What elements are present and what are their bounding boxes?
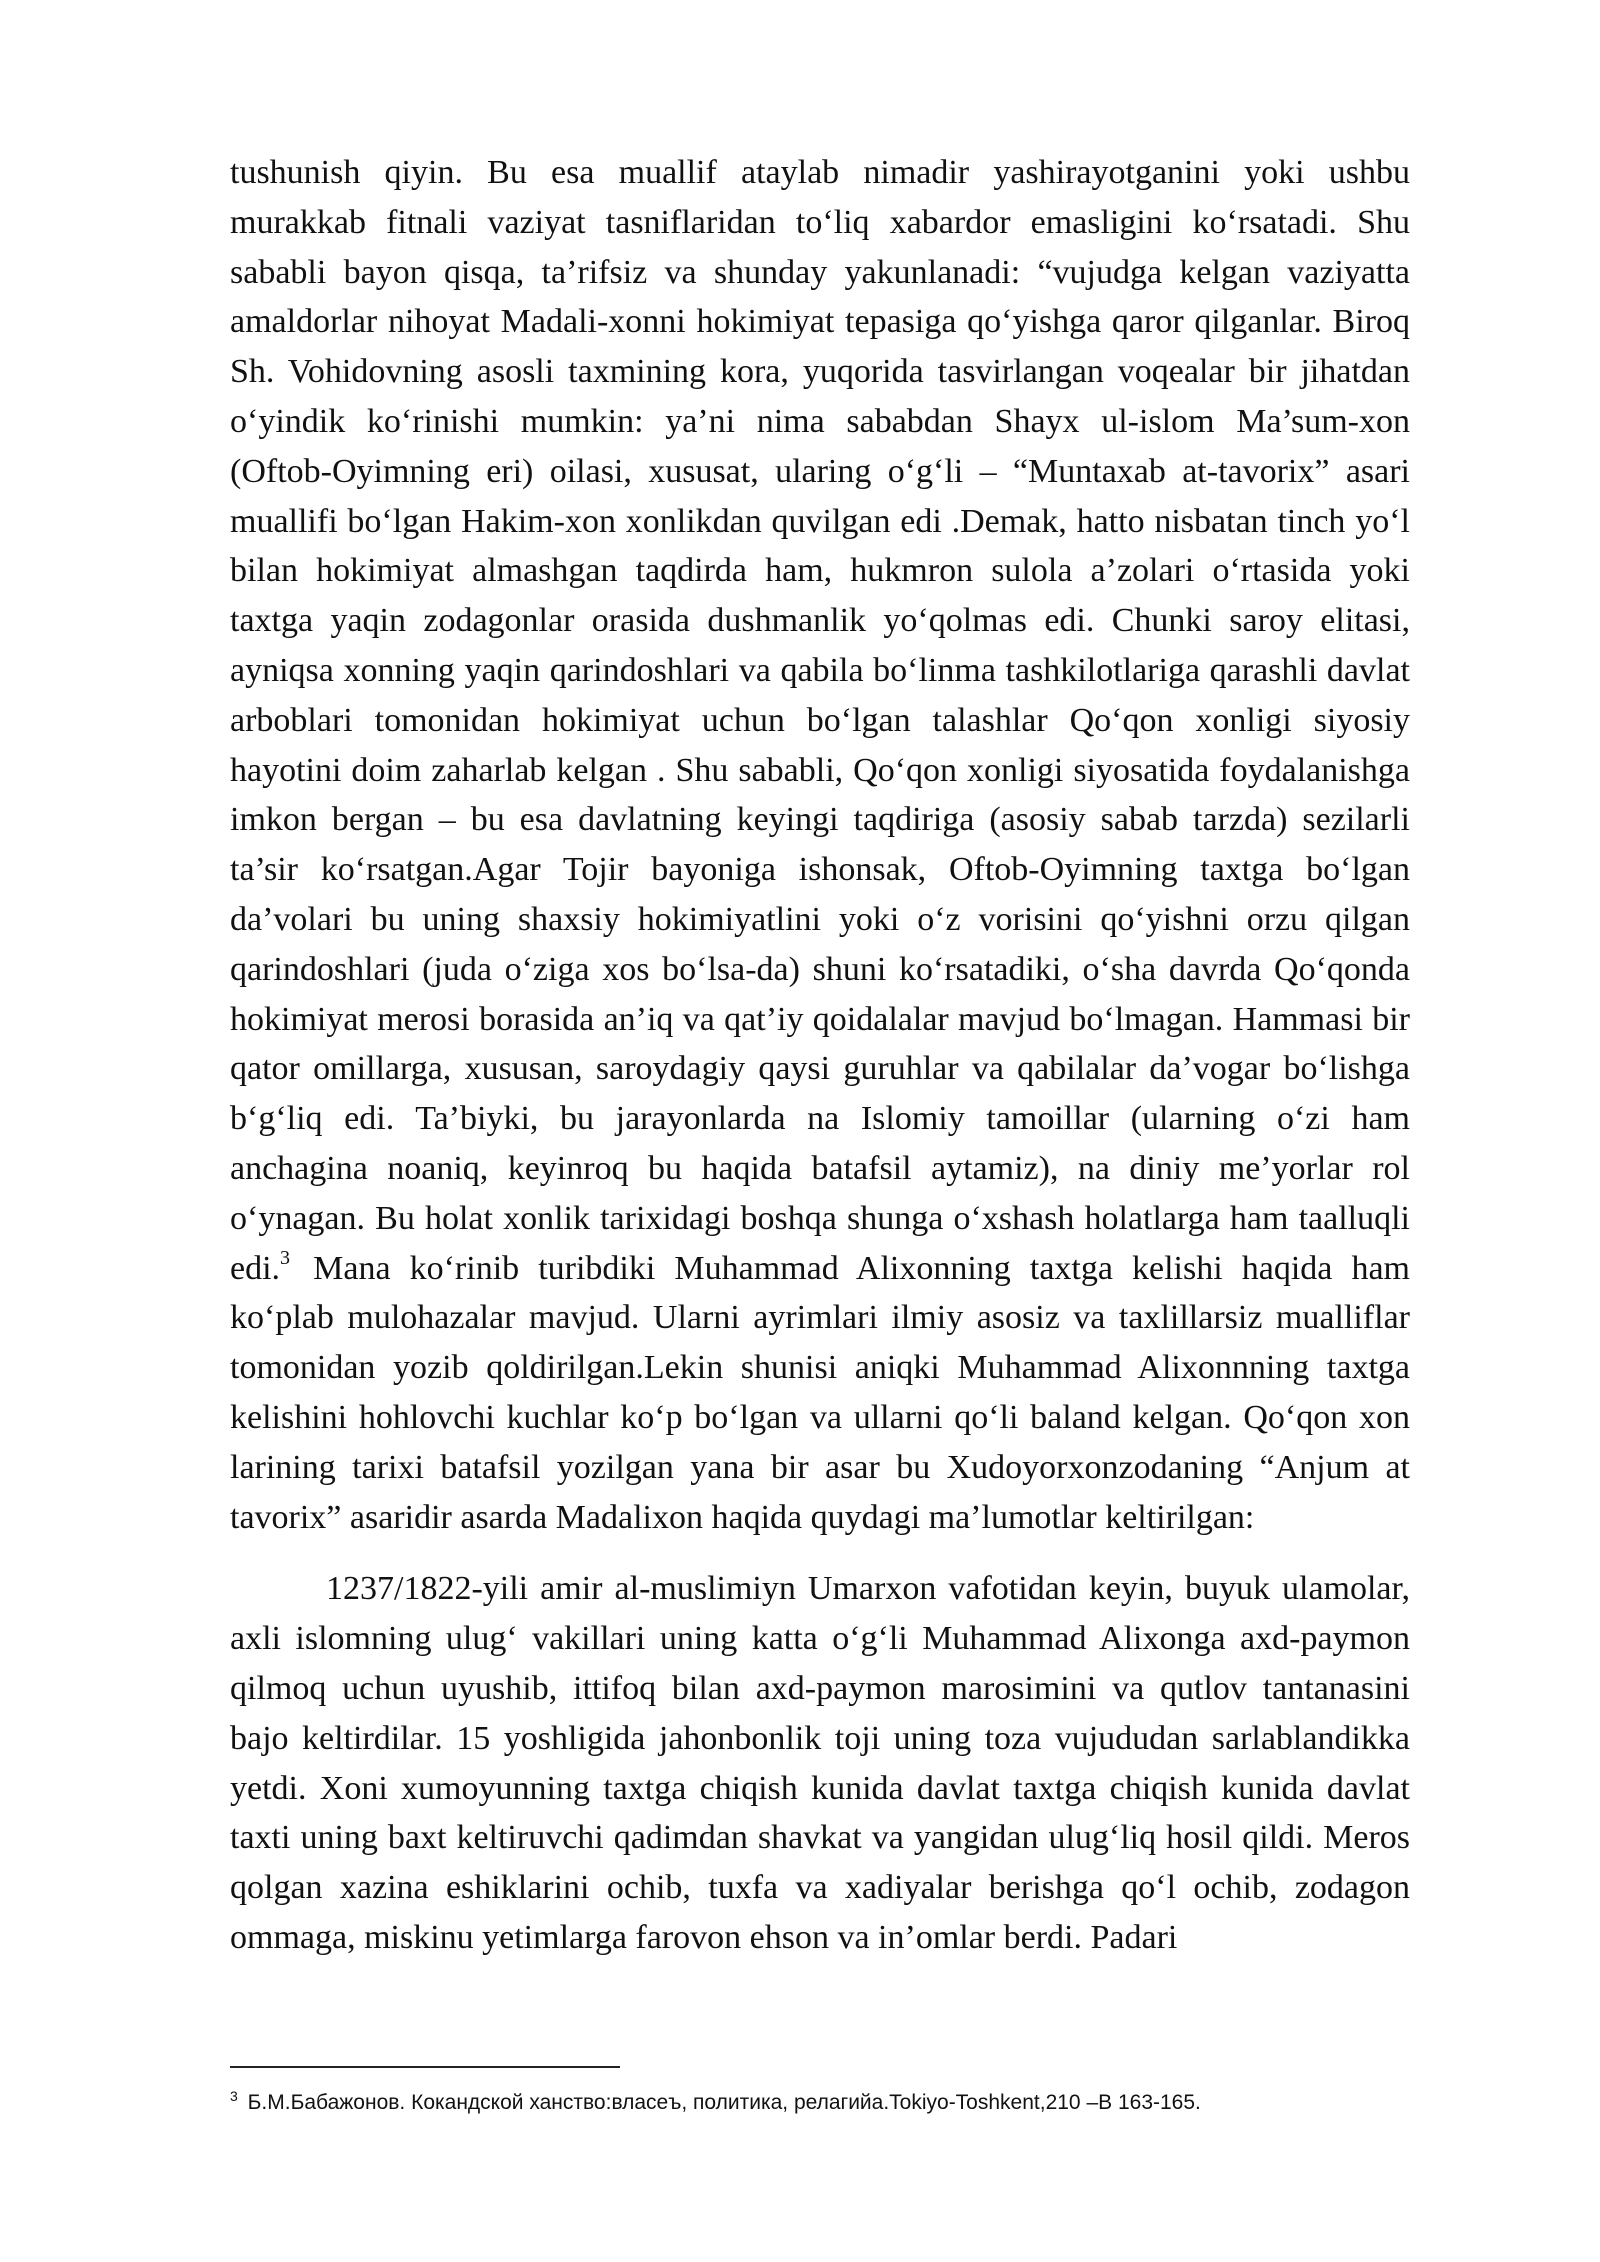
body-text xyxy=(230,148,1410,1963)
footnote xyxy=(230,2088,1410,2118)
footnote-number: 3 xyxy=(230,2088,238,2104)
footnote-separator xyxy=(230,2066,620,2068)
paragraph-2: 1237/1822-yili amir al-muslimiyn Umarxon vafotidan keyin, buyuk ulamolar, axli islomning ulug‘ vakillari uning katta o‘g‘li Muhammad Alixonga axd-paymon qilmoq uchun uyushib, ittifoq bilan axd-paymon marosimini va qutlov tantanasini bajo keltirdilar. 15 yoshligida jahonbonlik toji uning toza vujududan sarlablandikka yetdi. Xoni xumoyunning taxtga chiqish kunida davlat taxtga chiqish kunida davlat taxti uning baxt keltiruvchi qadimdan shavkat va yangidan ulug‘liq hosil qildi. Meros qolgan xazina eshiklarini ochib, tuxfa va xadiyalar berishga qo‘l ochib, zodagon ommaga, miskinu yetimlarga farovon ehson va in’omlar berdi. Padari xyxy=(230,1570,1410,1956)
footnote-text: Б.М.Бабажонов. Кокандской ханство:власеъ, политика, релагийа.Tokiyo-Toshkent,210 –B 163-165. xyxy=(241,2091,1201,2114)
paragraph-1-continuation: Mana ko‘rinib turibdiki Muhammad Alixonning taxtga kelishi haqida ham ko‘plab mulohazalar mavjud. Ularni ayrimlari ilmiy asosiz va taxlillarsiz mualliflar tomonidan yozib qoldirilgan.Lekin shunisi aniqki Muhammad Alixonnning taxtga kelishini hohlovchi kuchlar ko‘p bo‘lgan va ullarni qo‘li baland kelgan. Qo‘qon xon larining tarixi batafsil yozilgan yana bir asar bu Xudoyorxonzodaning “Anjum at tavorix” asaridir asarda Madalixon haqida quydagi ma’lumotlar keltirilgan: xyxy=(230,1249,1410,1536)
paragraph-1-text: tushunish qiyin. Bu esa muallif ataylab nimadir yashirayotganini yoki ushbu murakkab fitnali vaziyat tasniflaridan to‘liq xabardor emasligini ko‘rsatadi. Shu sababli bayon qisqa, ta’rifsiz va shunday yakunlanadi: “vujudga kelgan vaziyatta amaldorlar nihoyat Madali-xonni hokimiyat tepasiga qo‘yishga qaror qilganlar. Biroq Sh. Vohidovning asosli taxmining kora, yuqorida tasvirlangan voqealar bir jihatdan o‘yindik ko‘rinishi mumkin: ya’ni nima sababdan Shayx ul-islom Ma’sum-xon (Oftob-Oyimning eri) oilasi, xususat, ularing o‘g‘li – “Muntaxab at-tavorix” asari muallifi bo‘lgan Hakim-xon xonlikdan quvilgan edi .Demak, hatto nisbatan tinch yo‘l bilan hokimiyat almashgan taqdirda ham, hukmron sulola a’zolari o‘rtasida yoki taxtga yaqin zodagonlar orasida dushmanlik yo‘qolmas edi. Chunki saroy elitasi, ayniqsa xonning yaqin qarindoshlari va qabila bo‘linma tashkilotlariga qarashli davlat arboblari tomonidan hokimiyat uchun bo‘lgan talashlar Qo‘qon xonligi siyosiy hayotini doim zaharlab kelgan . Shu sababli, Qo‘qon xonligi siyosatida foydalanishga imkon bergan – bu esa davlatning keyingi taqdiriga (asosiy sabab tarzda) sezilarli ta’sir ko‘rsatgan.Agar Tojir bayoniga ishonsak, Oftob-Oyimning taxtga bo‘lgan da’volari bu uning shaxsiy hokimiyatlini yoki o‘z vorisini qo‘yishni orzu qilgan qarindoshlari (juda o‘ziga xos bo‘lsa-da) shuni ko‘rsatadiki, o‘sha davrda Qo‘qonda hokimiyat merosi borasida an’iq va qat’iy qoidalalar mavjud bo‘lmagan. Hammasi bir qator omillarga, xususan, saroydagiy qaysi guruhlar va qabilalar da’vogar bo‘lishga b‘g‘liq edi. Ta’biyki, bu jarayonlarda na Islomiy tamoillar (ularning o‘zi ham anchagina noaniq, keyinroq bu haqida batafsil aytamiz), na diniy me’yorlar rol o‘ynagan. Bu holat xonlik tarixidagi boshqa shunga o‘xshash holatlarga ham taalluqli edi. xyxy=(230,154,1410,1287)
paragraph-1 xyxy=(230,148,1410,1542)
footnote-reference[interactable]: 3 xyxy=(280,1247,291,1270)
